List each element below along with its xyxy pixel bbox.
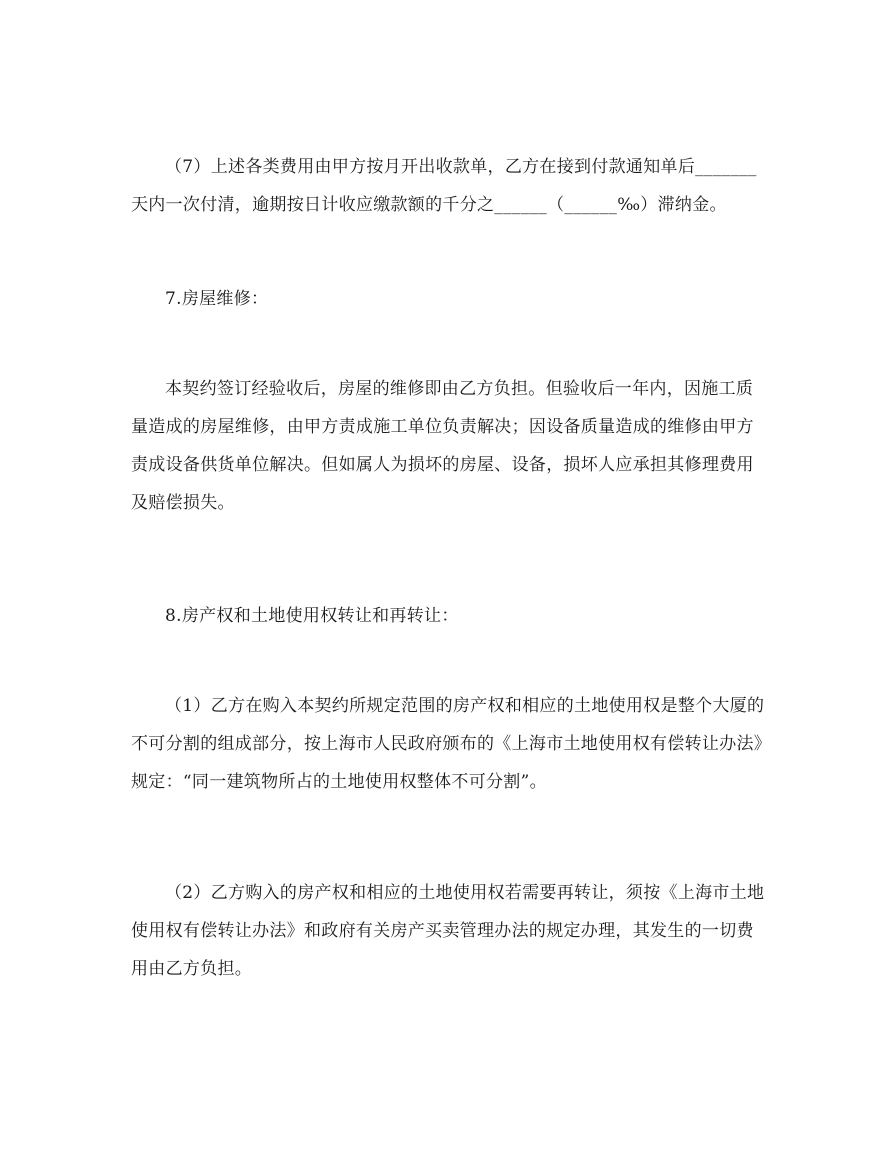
text-line: 量造成的房屋维修，由甲方责成施工单位负责解决；因设备质量造成的维修由甲方 [131,417,754,437]
text-line: 天内一次付清，逾期按日计收应缴款额的千分之______（______‰）滞纳金。 [131,195,727,215]
text-line: 规定：“同一建筑物所占的土地使用权整体不可分割”。 [131,772,547,792]
text-line: 责成设备供货单位解决。但如属人为损坏的房屋、设备，损坏人应承担其修理费用 [131,455,754,475]
text-line: 用由乙方负担。 [131,959,253,979]
text-line: 及赔偿损失。 [131,493,235,513]
section-title: 8.房产权和土地使用权转让和再转让： [165,606,459,626]
text-line: 本契约签订经验收后，房屋的维修即由乙方负担。但验收后一年内，因施工质 [165,379,754,399]
text-line: 使用权有偿转让办法》和政府有关房产买卖管理办法的规定办理，其发生的一切费 [131,921,754,941]
section-heading-8 [165,597,459,635]
paragraph-maintenance [131,370,754,522]
paragraph-7-fees [131,148,757,224]
text-line: （7）上述各类费用由甲方按月开出收款单，乙方在接到付款通知单后_______ [165,157,757,177]
section-title: 7.房屋维修： [165,289,269,309]
paragraph-8-2 [131,874,764,988]
paragraph-8-1 [131,687,771,801]
text-line: （2）乙方购入的房产权和相应的土地使用权若需要再转让，须按《上海市土地 [165,883,765,903]
section-heading-7 [165,280,268,318]
text-line: （1）乙方在购入本契约所规定范围的房产权和相应的土地使用权是整个大厦的 [165,696,765,716]
text-line: 不可分割的组成部分，按上海市人民政府颁布的《上海市土地使用权有偿转让办法》 [131,734,772,754]
